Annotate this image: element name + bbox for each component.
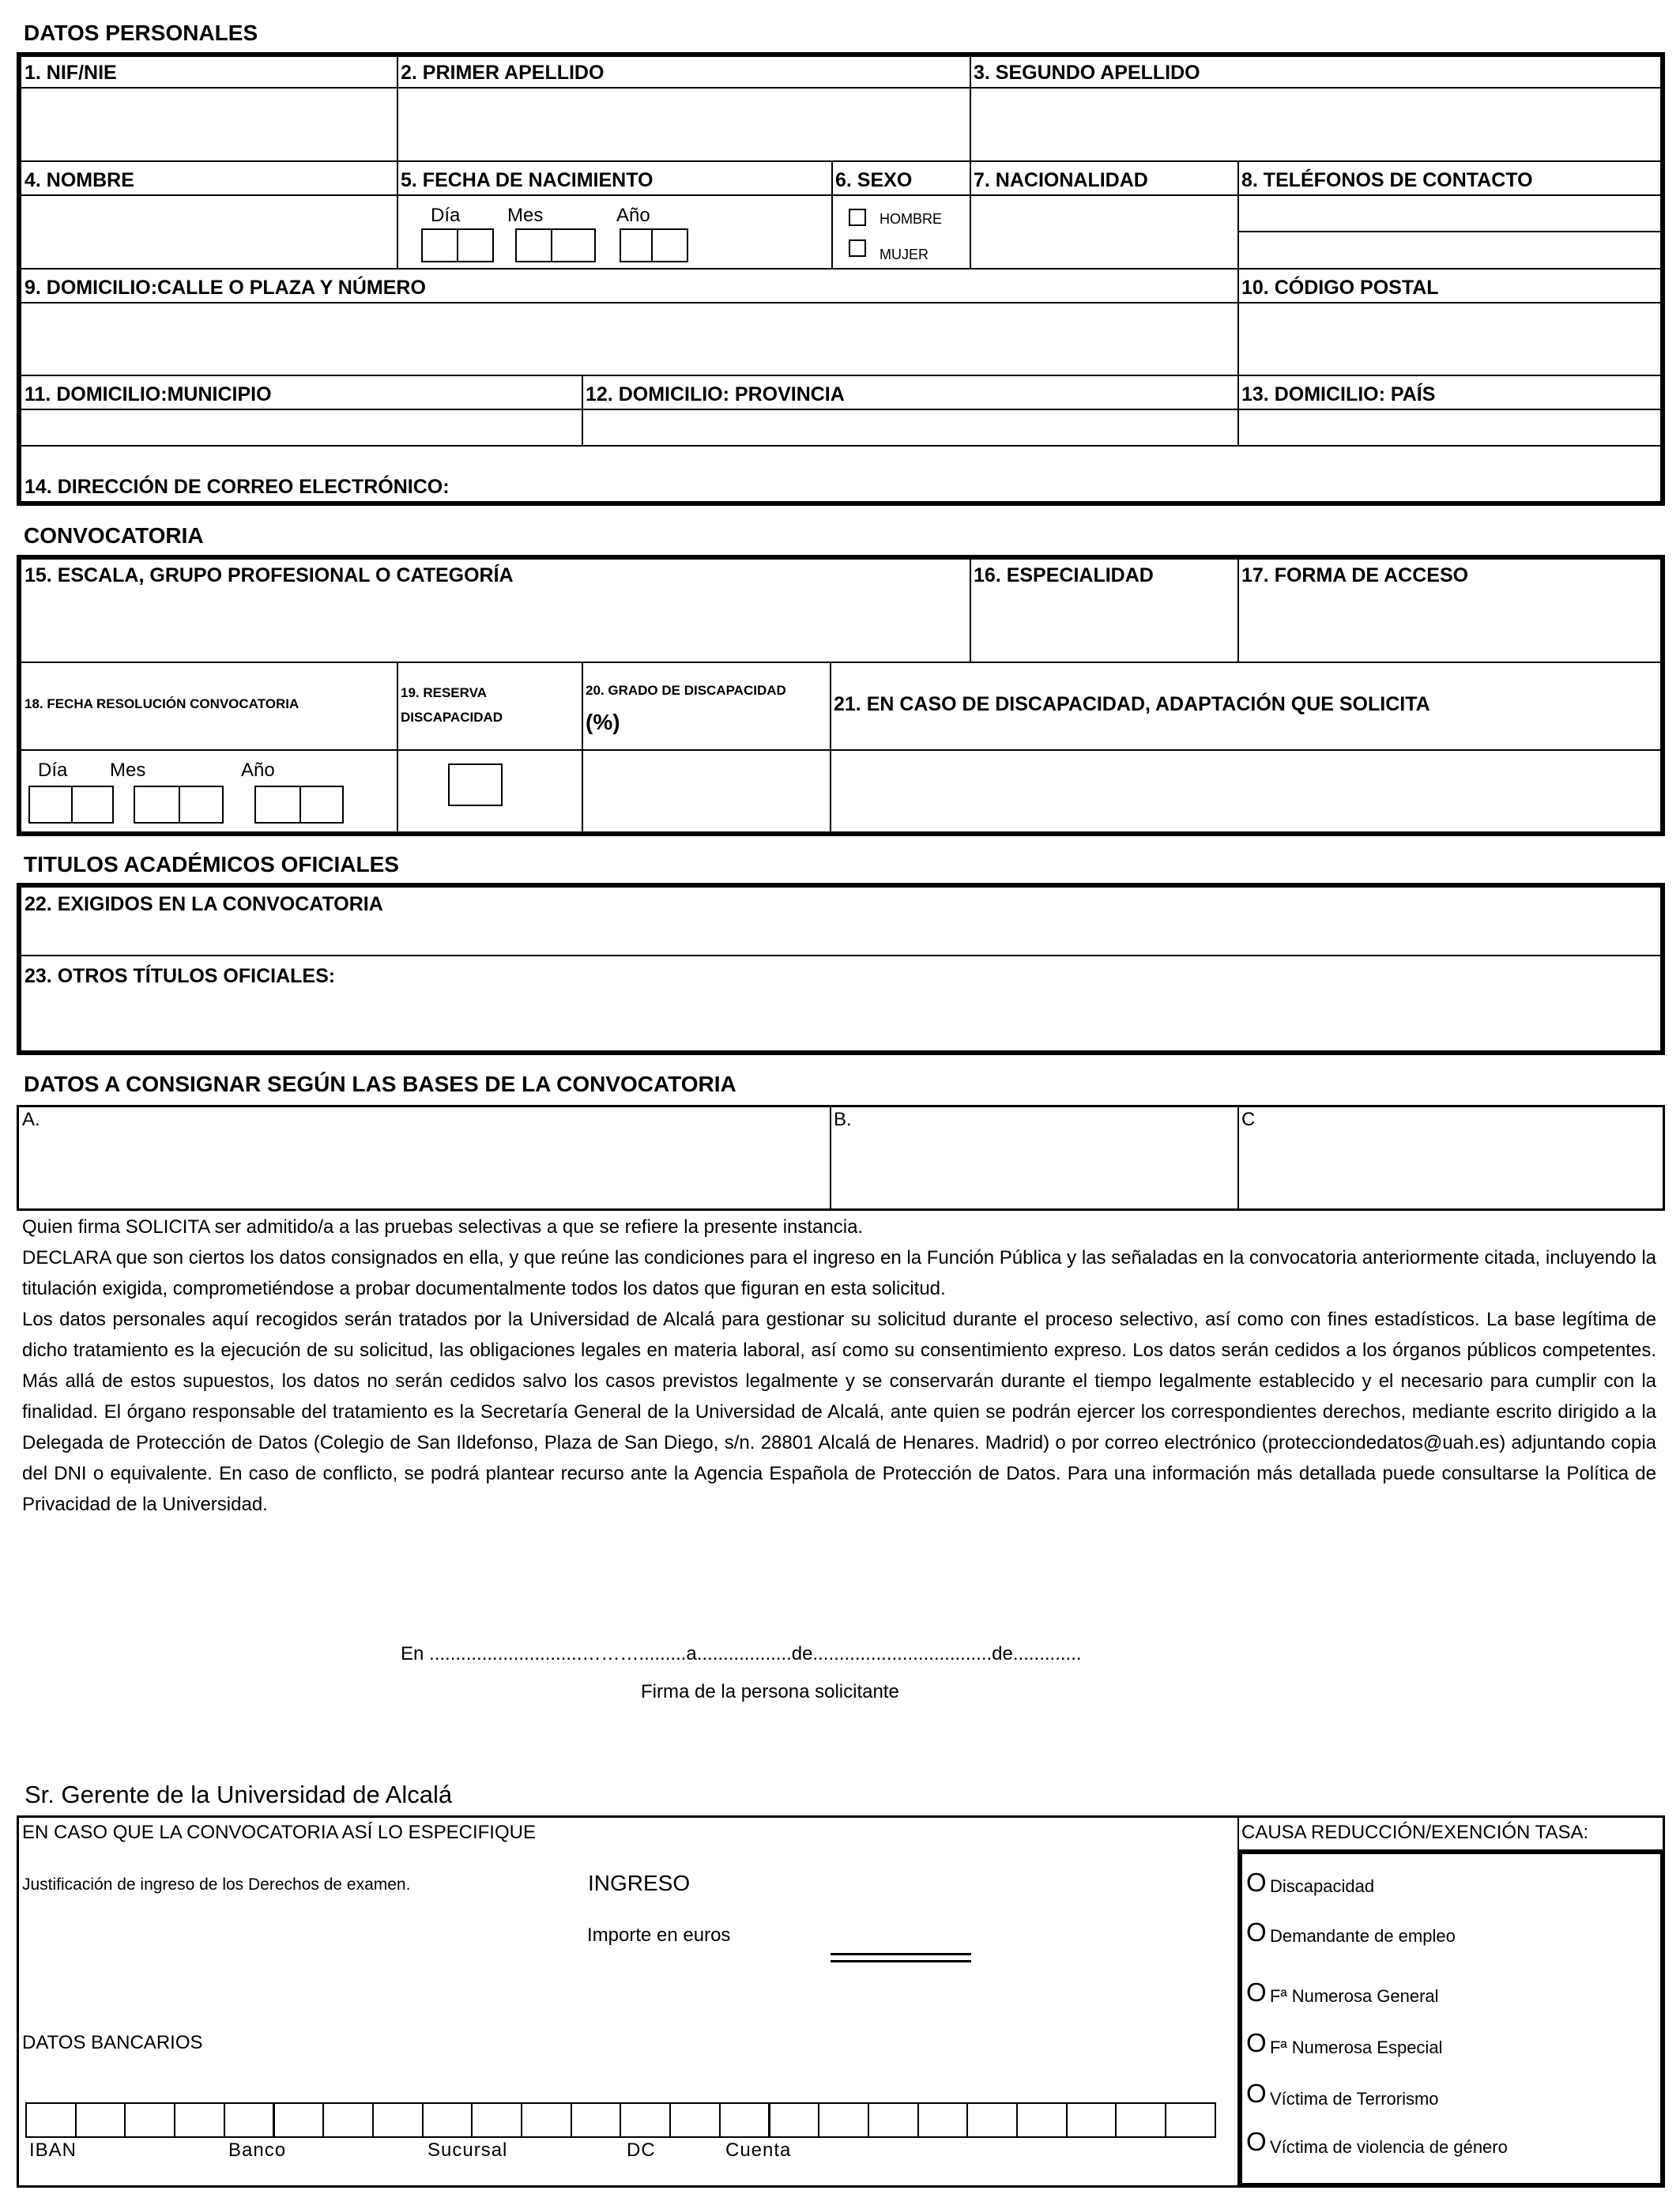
importe-field[interactable] [831,1932,971,1956]
fecha-resolucion-ano-digit-1[interactable] [254,786,301,824]
codigo-postal-field[interactable] [1240,304,1660,373]
ano-label: Año [616,205,650,226]
grado-discapacidad-field[interactable] [584,752,828,831]
telefono-2-field[interactable] [1240,233,1660,266]
cuenta-bancaria-digit[interactable] [1016,2102,1068,2138]
cuenta-bancaria-digit[interactable] [917,2102,969,2138]
hombre-label: HOMBRE [880,211,943,227]
destinatario: Sr. Gerente de la Universidad de Alcalá [24,1781,453,1808]
reserva-discapacidad-checkbox[interactable] [448,763,503,806]
cuenta-bancaria-digit[interactable] [1165,2102,1216,2138]
fecha-resolucion-dia-digit-2[interactable] [71,786,114,824]
victima-terrorismo-label: Víctima de Terrorismo [1270,2089,1439,2109]
sucursal-label: Sucursal [428,2139,508,2161]
cuenta-bancaria-digit[interactable] [124,2102,175,2138]
demandante-empleo-label: Demandante de empleo [1270,1926,1456,1946]
section-title-titulos: TITULOS ACADÉMICOS OFICIALES [24,852,399,876]
label-a: A. [22,1109,40,1130]
numerosa-especial-label: Fª Numerosa Especial [1270,2038,1443,2057]
municipio-field[interactable] [21,411,580,443]
primer-apellido-field[interactable] [399,89,968,159]
discapacidad-label: Discapacidad [1270,1876,1375,1896]
datos-bancarios-label: DATOS BANCARIOS [22,2032,203,2053]
mujer-checkbox[interactable] [849,239,866,257]
cuenta-bancaria-digit[interactable] [620,2102,671,2138]
label-domicilio-calle: 9. DOMICILIO:CALLE O PLAZA Y NÚMERO [24,277,426,299]
hombre-checkbox[interactable] [849,209,866,226]
label-otros-titulos: 23. OTROS TÍTULOS OFICIALES: [24,965,336,987]
provincia-field[interactable] [584,411,1236,443]
firma-label: Firma de la persona solicitante [641,1681,899,1702]
banco-label: Banco [228,2139,287,2161]
cuenta-bancaria-digit[interactable] [174,2102,225,2138]
mujer-label: MUJER [880,247,929,262]
label-correo-electronico: 14. DIRECCIÓN DE CORREO ELECTRÓNICO: [24,476,450,498]
titulos-exigidos-field[interactable] [21,919,1660,953]
label-nif-nie: 1. NIF/NIE [24,62,117,84]
label-forma-acceso: 17. FORMA DE ACCESO [1241,564,1469,586]
especialidad-field[interactable] [972,593,1236,660]
cuenta-bancaria-digit[interactable] [322,2102,374,2138]
cuenta-bancaria-digit[interactable] [25,2102,77,2138]
justificacion-label: Justificación de ingreso de los Derechos de examen. [22,1875,411,1894]
iban-label: IBAN [29,2139,77,2161]
cuenta-bancaria-digit[interactable] [719,2102,770,2138]
label-b: B. [834,1109,852,1130]
label-nombre: 4. NOMBRE [24,169,134,191]
dia-label: Día [431,205,461,226]
cuenta-label: Cuenta [725,2139,792,2161]
fecha-nac-ano-digit-1[interactable] [620,228,653,262]
label-pais: 13. DOMICILIO: PAÍS [1241,383,1436,405]
cuenta-bancaria-digit[interactable] [521,2102,572,2138]
dc-label: DC [627,2139,656,2161]
fecha-resolucion-dia-digit-1[interactable] [28,786,73,824]
forma-acceso-field[interactable] [1240,593,1660,660]
fecha-nac-mes-digit-2[interactable] [551,228,596,262]
dia-label: Día [38,760,68,781]
cuenta-bancaria-digit[interactable] [1066,2102,1117,2138]
section-title-datos-personales: DATOS PERSONALES [24,21,258,45]
nif-nie-field[interactable] [21,89,395,159]
demandante-empleo-radio[interactable]: O [1246,1917,1267,1947]
label-reserva: 19. RESERVA [401,685,487,700]
label-fecha-nacimiento: 5. FECHA DE NACIMIENTO [401,169,654,191]
label-grado-discapacidad: 20. GRADO DE DISCAPACIDAD [586,683,786,698]
fecha-nac-dia-digit-2[interactable] [457,228,494,262]
fecha-nac-ano-digit-2[interactable] [651,228,688,262]
pais-field[interactable] [1240,411,1660,443]
cuenta-bancaria-digit[interactable] [75,2102,126,2138]
cuenta-bancaria-digit[interactable] [769,2102,820,2138]
section-title-bases: DATOS A CONSIGNAR SEGÚN LAS BASES DE LA CONVOCATORIA [24,1072,736,1096]
numerosa-general-label: Fª Numerosa General [1270,1986,1439,2006]
otros-titulos-field[interactable] [21,992,1660,1050]
label-municipio: 11. DOMICILIO:MUNICIPIO [24,383,272,405]
numerosa-general-radio[interactable]: O [1246,1977,1267,2007]
nombre-field[interactable] [21,197,395,266]
label-segundo-apellido: 3. SEGUNDO APELLIDO [974,62,1200,84]
segundo-apellido-field[interactable] [972,89,1659,159]
telefono-1-field[interactable] [1240,197,1660,230]
cuenta-bancaria-digit[interactable] [471,2102,522,2138]
label-reserva-discapacidad: DISCAPACIDAD [401,710,503,725]
nacionalidad-field[interactable] [972,197,1236,266]
label-fecha-resolucion: 18. FECHA RESOLUCIÓN CONVOCATORIA [24,696,299,711]
label-escala: 15. ESCALA, GRUPO PROFESIONAL O CATEGORÍA [24,564,514,586]
fecha-nac-dia-digit-1[interactable] [421,228,458,262]
ingreso-label: INGRESO [588,1871,691,1895]
importe-label: Importe en euros [587,1924,731,1946]
cuenta-bancaria-digit[interactable] [571,2102,622,2138]
label-provincia: 12. DOMICILIO: PROVINCIA [586,383,845,405]
adaptacion-field[interactable] [832,752,1660,831]
lugar-fecha-line[interactable]: En .............................……….........a..................de..................................de............. [401,1643,1082,1664]
causa-reduccion-label: CAUSA REDUCCIÓN/EXENCIÓN TASA: [1241,1822,1589,1843]
fecha-nac-mes-digit-1[interactable] [515,228,552,262]
declara-paragraph: DECLARA que son ciertos los datos consignados en ella, y que reúne las condiciones para el ingreso en la Función Pública y las señaladas en la convocatoria anteriormente citada, incluyendo la titulación exigida, comprometiéndose a probar documentalmente todos los datos que figuran en esta solicitud. [22,1247,1656,1299]
cuenta-bancaria-digit[interactable] [1115,2102,1166,2138]
numerosa-especial-radio[interactable]: O [1246,2028,1267,2057]
bases-a-field[interactable] [21,1132,828,1208]
label-exigidos: 22. EXIGIDOS EN LA CONVOCATORIA [24,893,383,915]
label-codigo-postal: 10. CÓDIGO POSTAL [1241,277,1439,299]
cuenta-bancaria-digit[interactable] [224,2102,275,2138]
privacidad-paragraph: Los datos personales aquí recogidos serán tratados por la Universidad de Alcalá para gestionar su solicitud durante el proceso selectivo, así como con fines estadísticos. La base legítima de dicho tratamiento es la ejecución de su solicitud, las obligaciones legales en materia laboral, así como su consentimiento expreso. Los datos serán cedidos a los órganos públicos competentes. Más allá de estos supuestos, los datos no serán cedidos salvo los casos previstos legalmente y se conservarán durante el tiempo legalmente establecido y el necesario para cumplir con la finalidad. El órgano responsable del tratamiento es la Secretaría General de la Universidad de Alcalá, ante quien se podrán ejercer los correspondientes derechos, mediante escrito dirigido a la Delegada de Protección de Datos (Colegio de San Ildefonso, Plaza de San Diego, s/n. 28801 Alcalá de Henares. Madrid) o por correo electrónico (protecciondedatos@uah.es) adjuntando copia del DNI o equivalente. En caso de conflicto, se podrá plantear recurso ante la Agencia Española de Protección de Datos. Para una información más detallada puede consultarse la Política de Privacidad de la Universidad. [22,1309,1656,1515]
discapacidad-radio[interactable]: O [1246,1868,1267,1897]
fecha-resolucion-ano-digit-2[interactable] [299,786,344,824]
cuenta-bancaria-digit[interactable] [868,2102,919,2138]
escala-field[interactable] [21,593,968,660]
caso-convocatoria-label: EN CASO QUE LA CONVOCATORIA ASÍ LO ESPECIFIQUE [22,1822,536,1843]
domicilio-calle-field[interactable] [21,304,1236,373]
fecha-resolucion-mes-digit-1[interactable] [134,786,180,824]
solicita-paragraph: Quien firma SOLICITA ser admitido/a a las pruebas selectivas a que se refiere la presente instancia. [22,1216,864,1238]
cuenta-bancaria-digit[interactable] [669,2102,721,2138]
cuenta-bancaria-digit[interactable] [966,2102,1018,2138]
cuenta-bancaria-digit[interactable] [818,2102,869,2138]
section-title-convocatoria: CONVOCATORIA [24,523,204,548]
label-sexo: 6. SEXO [835,169,913,191]
declaracion-text [22,1212,1656,1520]
correo-electronico-field[interactable] [411,449,1659,501]
label-telefonos: 8. TELÉFONOS DE CONTACTO [1241,169,1533,191]
victima-terrorismo-radio[interactable]: O [1246,2079,1267,2108]
cuenta-bancaria-digit[interactable] [422,2102,473,2138]
label-adaptacion: 21. EN CASO DE DISCAPACIDAD, ADAPTACIÓN QUE SOLICITA [834,693,1430,715]
victima-violencia-radio[interactable]: O [1246,2127,1267,2156]
label-primer-apellido: 2. PRIMER APELLIDO [401,62,605,84]
label-especialidad: 16. ESPECIALIDAD [974,564,1154,586]
cuenta-bancaria-digit[interactable] [372,2102,424,2138]
fecha-resolucion-mes-digit-2[interactable] [179,786,224,824]
mes-label: Mes [507,205,544,226]
bases-c-field[interactable] [1240,1132,1662,1208]
label-nacionalidad: 7. NACIONALIDAD [974,169,1148,191]
label-porcentaje: (%) [586,710,620,734]
cuenta-bancaria-digit[interactable] [273,2102,325,2138]
mes-label: Mes [110,760,146,781]
bases-b-field[interactable] [832,1132,1236,1208]
ano-label: Año [241,760,275,781]
victima-violencia-label: Víctima de violencia de género [1270,2137,1508,2157]
label-c: C [1241,1109,1256,1130]
